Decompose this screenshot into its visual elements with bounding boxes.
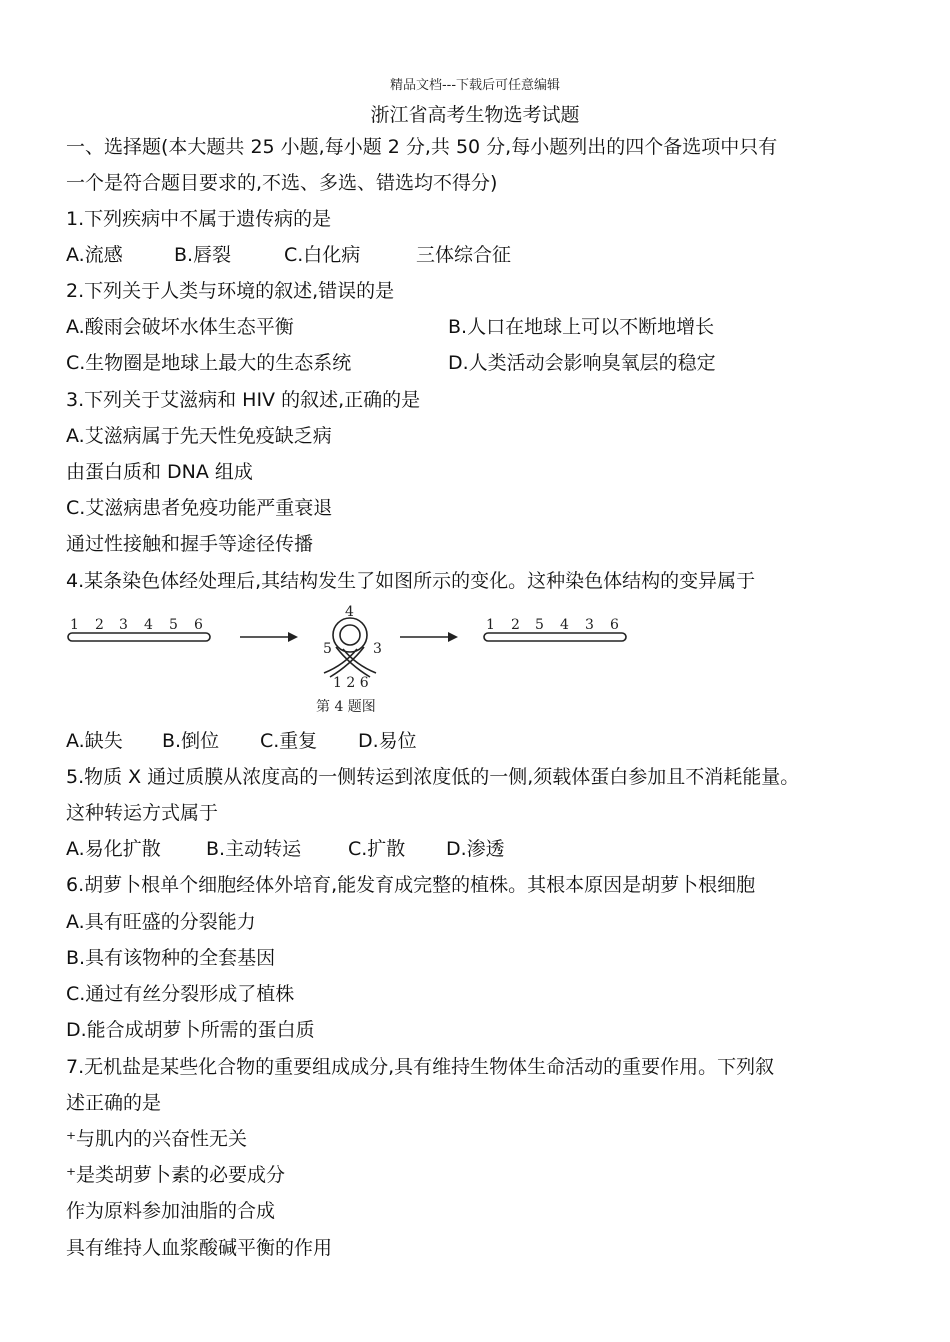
q7-stem-line2: 述正确的是 — [66, 1092, 162, 1114]
right-label-4: 4 — [560, 617, 569, 633]
q3-option-a: A.艾滋病属于先天性免疫缺乏病 — [66, 425, 332, 447]
left-label-3: 3 — [119, 617, 128, 633]
q4-option-a: A.缺失 — [66, 730, 123, 752]
q5-option-a: A.易化扩散 — [66, 838, 161, 860]
q5-option-d: D.渗透 — [446, 838, 505, 860]
q7-option-b: ⁺是类胡萝卜素的必要成分 — [66, 1164, 286, 1186]
right-label-2: 2 — [511, 617, 520, 633]
q2-stem: 2.下列关于人类与环境的叙述,错误的是 — [66, 280, 395, 302]
q1-option-d: 三体综合征 — [416, 244, 512, 266]
q2-option-d: D.人类活动会影响臭氧层的稳定 — [448, 352, 716, 374]
q7-option-d: 具有维持人血浆酸碱平衡的作用 — [66, 1237, 333, 1259]
q2-options-row2 — [66, 350, 716, 376]
q7-option-c: 作为原料参加油脂的合成 — [66, 1200, 276, 1222]
q6-option-d: D.能合成胡萝卜所需的蛋白质 — [66, 1019, 315, 1041]
loop-label-right: 3 — [373, 641, 382, 657]
q1-option-a: A.流感 — [66, 244, 123, 266]
left-label-4: 4 — [144, 617, 153, 633]
q6-option-a: A.具有旺盛的分裂能力 — [66, 911, 256, 933]
chromosome-inversion-figure — [60, 605, 640, 720]
q2-option-a: A.酸雨会破坏水体生态平衡 — [66, 316, 294, 338]
q1-options — [66, 242, 511, 268]
q3-option-d: 通过性接触和握手等途径传播 — [66, 533, 314, 555]
q4-options — [66, 728, 417, 754]
q2-options-row1 — [66, 314, 714, 340]
q6-option-c: C.通过有丝分裂形成了植株 — [66, 983, 295, 1005]
q4-option-c: C.重复 — [260, 730, 318, 752]
q6-option-b: B.具有该物种的全套基因 — [66, 947, 276, 969]
chromosome-bar-original — [68, 633, 210, 641]
q5-option-b: B.主动转运 — [206, 838, 302, 860]
arrow-2-head-icon — [448, 632, 458, 642]
arrow-1-head-icon — [288, 632, 298, 642]
right-label-1: 1 — [486, 617, 495, 633]
q5-option-c: C.扩散 — [348, 838, 406, 860]
q4-option-d: D.易位 — [358, 730, 417, 752]
q5-stem-line2: 这种转运方式属于 — [66, 802, 219, 824]
header-note: 精品文档---下载后可任意编辑 — [389, 78, 561, 93]
left-label-6: 6 — [194, 617, 203, 633]
page-title: 浙江省高考生物选考试题 — [370, 104, 580, 126]
right-label-5: 3 — [585, 617, 594, 633]
q1-option-b: B.唇裂 — [174, 244, 232, 266]
q4-stem: 4.某条染色体经处理后,其结构发生了如图所示的变化。这种染色体结构的变异属于 — [66, 570, 756, 592]
right-label-3: 5 — [535, 617, 544, 633]
q5-options — [66, 836, 505, 862]
q7-stem-line1: 7.无机盐是某些化合物的重要组成成分,具有维持生物体生命活动的重要作用。下列叙 — [66, 1056, 775, 1078]
left-label-5: 5 — [169, 617, 178, 633]
q5-stem-line1: 5.物质 X 通过质膜从浓度高的一侧转运到浓度低的一侧,须载体蛋白参加且不消耗能量。 — [66, 766, 800, 788]
loop-label-bottom: 1 2 6 — [333, 675, 369, 691]
q3-stem: 3.下列关于艾滋病和 HIV 的叙述,正确的是 — [66, 389, 421, 411]
left-label-1: 1 — [70, 617, 79, 633]
right-label-6: 6 — [610, 617, 619, 633]
q1-stem: 1.下列疾病中不属于遗传病的是 — [66, 208, 332, 230]
q3-option-b: 由蛋白质和 DNA 组成 — [66, 461, 253, 483]
q2-option-b: B.人口在地球上可以不断地增长 — [448, 316, 715, 338]
q4-option-b: B.倒位 — [162, 730, 220, 752]
q6-stem: 6.胡萝卜根单个细胞经体外培育,能发育成完整的植株。其根本原因是胡萝卜根细胞 — [66, 874, 756, 896]
left-label-2: 2 — [95, 617, 104, 633]
q2-option-c: C.生物圈是地球上最大的生态系统 — [66, 352, 352, 374]
chromosome-bar-inverted — [484, 633, 626, 641]
loop-label-left: 5 — [323, 641, 332, 657]
q3-option-c: C.艾滋病患者免疫功能严重衰退 — [66, 497, 333, 519]
section-instructions-line2: 一个是符合题目要求的,不选、多选、错选均不得分) — [66, 172, 498, 194]
q1-option-c: C.白化病 — [284, 244, 361, 266]
figure-caption: 第 4 题图 — [316, 699, 376, 715]
section-instructions-line1: 一、选择题(本大题共 25 小题,每小题 2 分,共 50 分,每小题列出的四个备选项中只有 — [66, 136, 778, 158]
loop-label-top: 4 — [345, 605, 354, 620]
q7-option-a: ⁺与肌内的兴奋性无关 — [66, 1128, 248, 1150]
